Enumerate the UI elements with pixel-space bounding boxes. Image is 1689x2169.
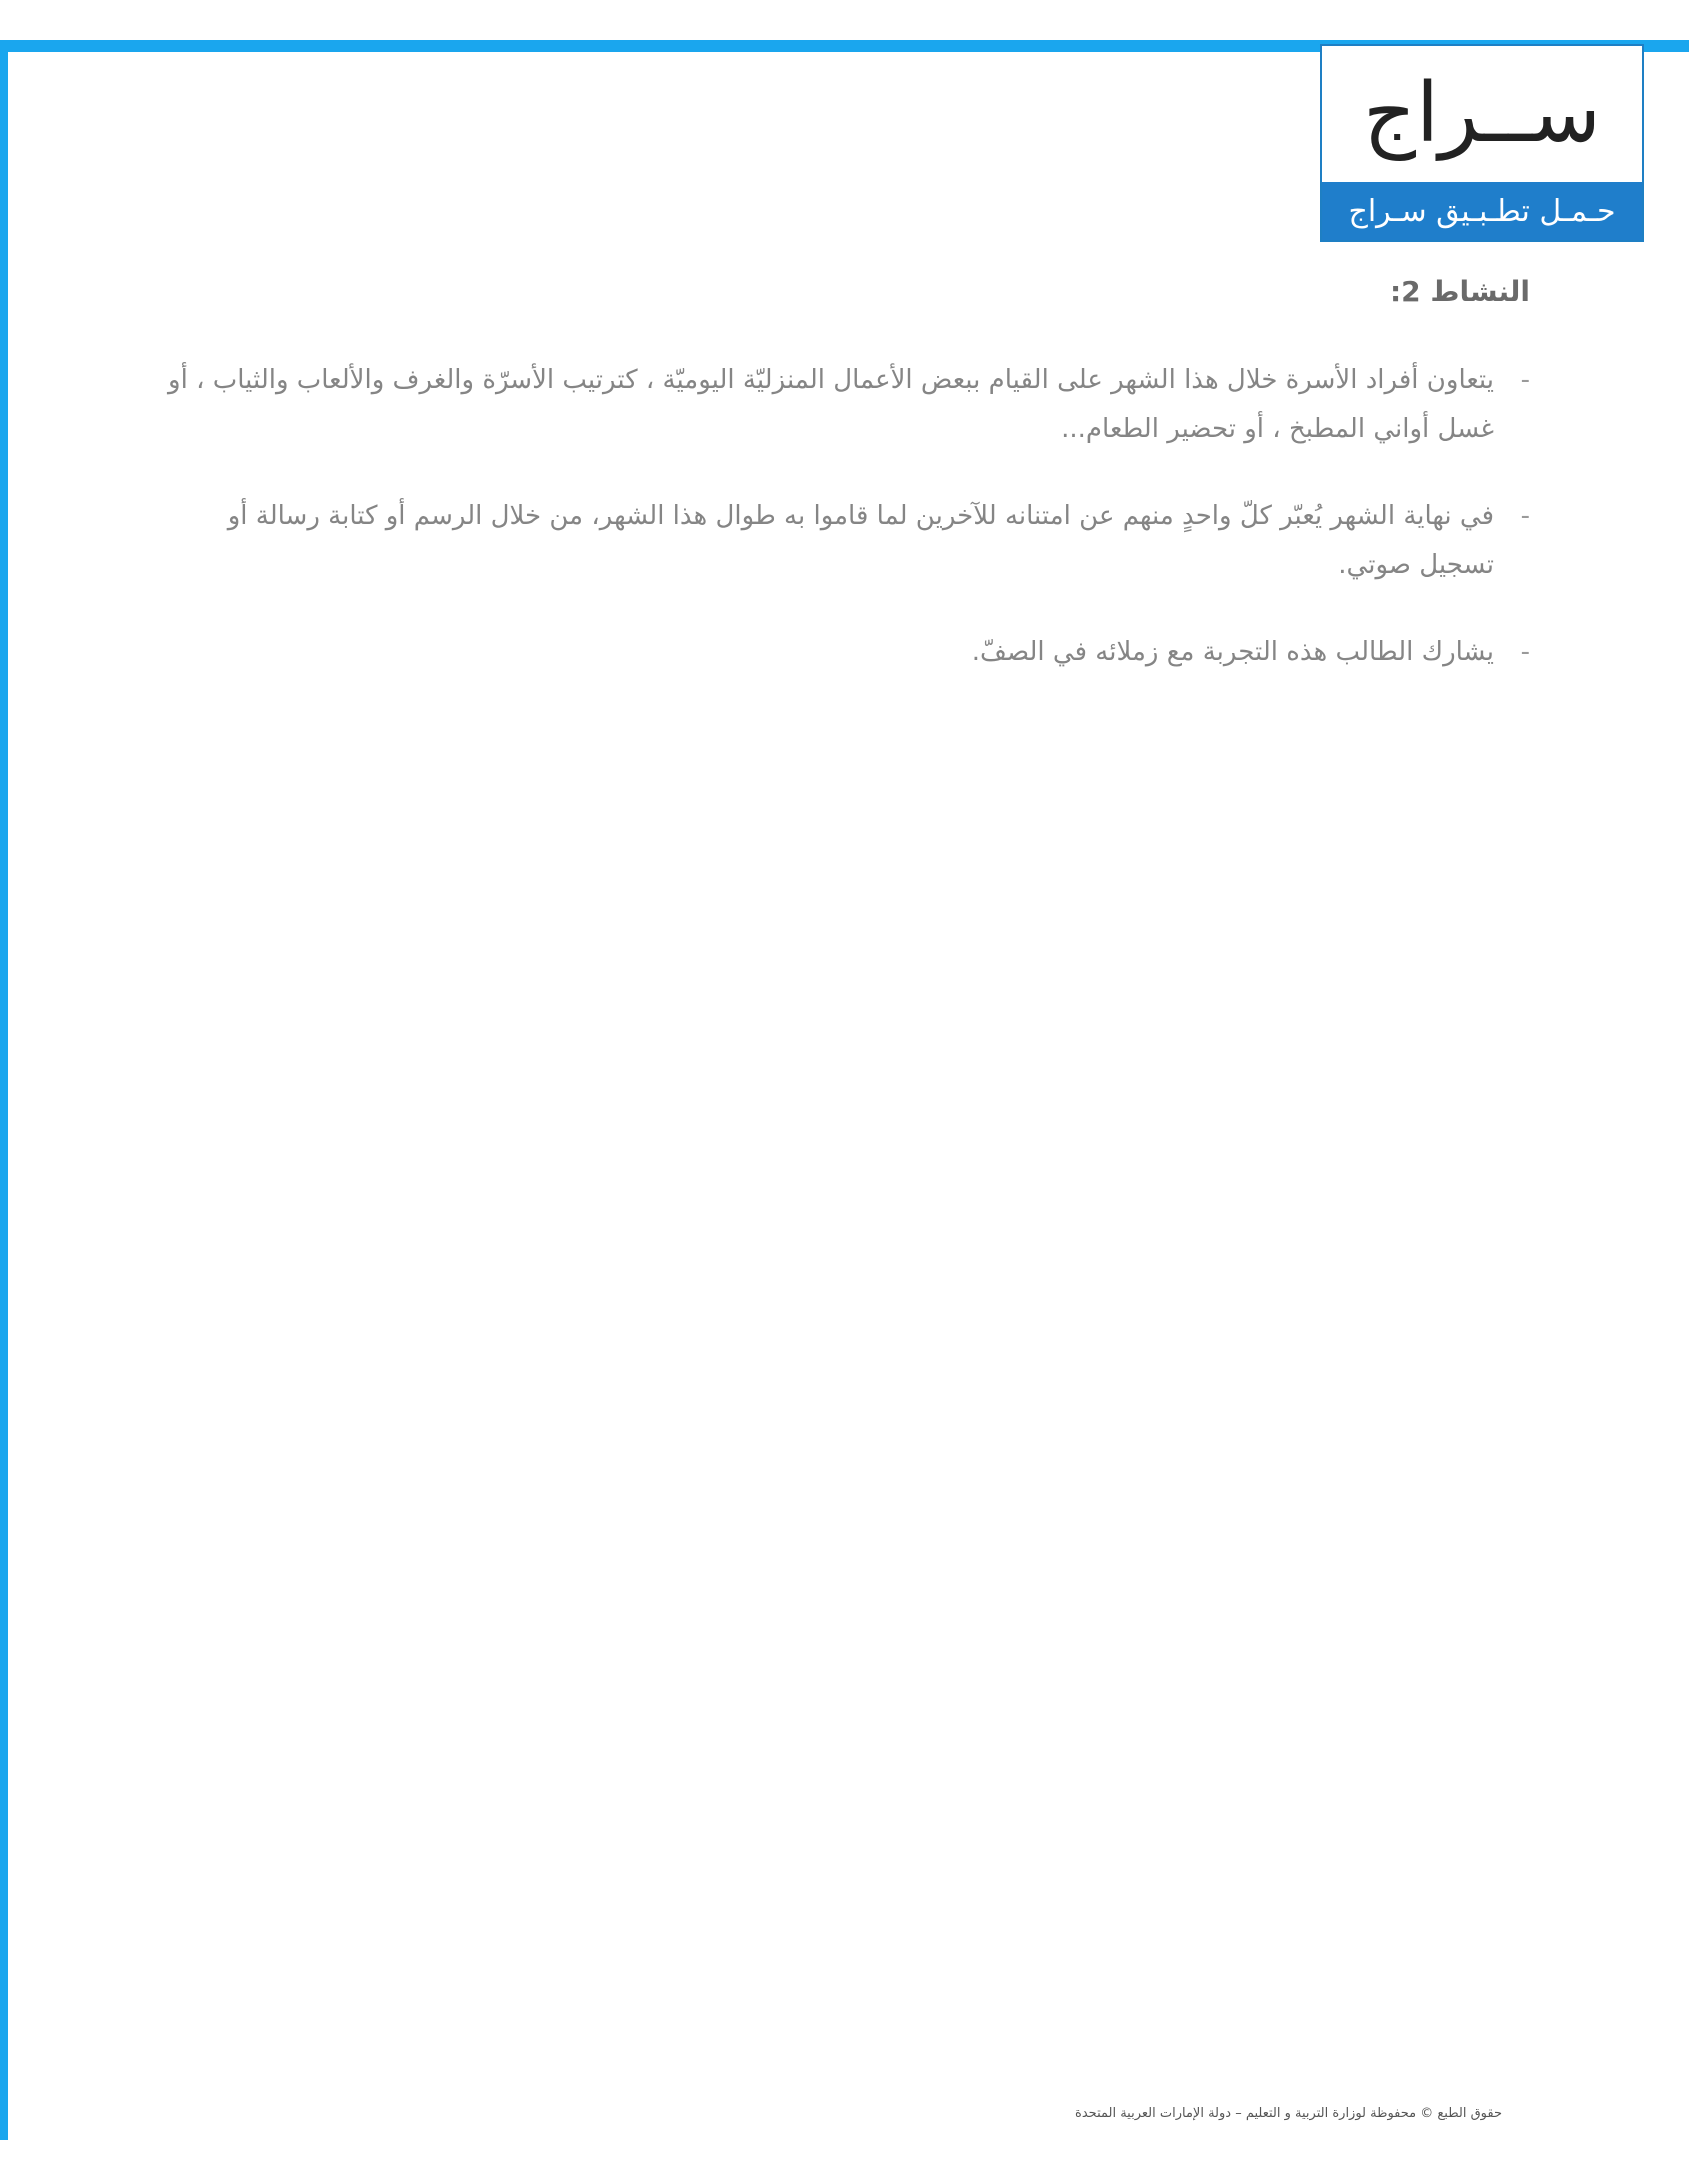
left-accent-bar	[0, 40, 8, 2140]
download-app-banner[interactable]: حـمـل تطـبـيق سـراج	[1322, 182, 1642, 240]
list-item	[150, 356, 1530, 454]
activity-title: النشاط 2:	[1389, 275, 1530, 308]
dash-marker: -	[1520, 365, 1530, 395]
dash-marker: -	[1520, 501, 1530, 531]
list-item-text: يتعاون أفراد الأسرة خلال هذا الشهر على القيام ببعض الأعمال المنزليّة اليوميّة ، كترتيب الأسرّة والغرف والألعاب والثياب ، أو غسل أواني المطبخ ، أو تحضير الطعام...	[168, 365, 1494, 444]
siraj-logo[interactable]	[1320, 44, 1644, 242]
copyright-footer: حقوق الطبع © محفوظة لوزارة التربية و التعليم – دولة الإمارات العربية المتحدة	[1075, 2106, 1502, 2121]
activity-section	[150, 265, 1530, 715]
list-item-text: يشارك الطالب هذه التجربة مع زملائه في الصفّ.	[971, 637, 1494, 667]
dash-marker: -	[1520, 637, 1530, 667]
logo-wordmark: ســراج	[1363, 65, 1601, 161]
activity-list	[150, 356, 1530, 677]
list-item	[150, 628, 1530, 677]
list-item	[150, 492, 1530, 590]
list-item-text: في نهاية الشهر يُعبّر كلّ واحدٍ منهم عن امتنانه للآخرين لما قاموا به طوال هذا الشهر، من خلال الرسم أو كتابة رسالة أو تسجيل صوتي.	[227, 501, 1494, 580]
